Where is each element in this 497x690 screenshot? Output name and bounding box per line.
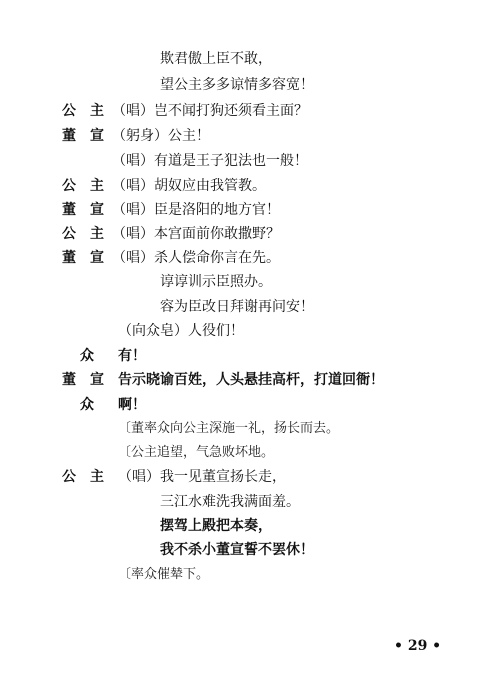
verse-line: 望公主多多谅情多容宽！ xyxy=(160,77,314,93)
verse-line: 谆谆训示臣照办。 xyxy=(160,274,272,290)
speaker-label: 董 宣 xyxy=(62,202,104,218)
stage-direction: 〔公主追望，气急败坏地。 xyxy=(118,445,275,460)
dialogue-line: （唱）胡奴应由我管教。 xyxy=(112,178,266,194)
speaker-label: 公 主 xyxy=(62,178,104,194)
verse-line: 容为臣改日拜谢再问安！ xyxy=(160,299,314,315)
speaker-label: 公 主 xyxy=(62,469,104,485)
dialogue-line: （向众皂）人役们！ xyxy=(118,323,244,339)
speaker-label: 董 宣 xyxy=(62,372,104,388)
dialogue-line: （唱）本宫面前你敢撒野？ xyxy=(112,226,280,242)
verse-line: 三江水难洗我满面羞。 xyxy=(160,494,300,510)
dialogue-line: （唱）有道是王子犯法也一般！ xyxy=(112,153,308,169)
dialogue-line: （唱）杀人偿命你言在先。 xyxy=(112,250,280,266)
verse-line: 我不杀小董宣誓不罢休！ xyxy=(160,542,314,558)
dialogue-line: 有！ xyxy=(118,348,146,364)
verse-line: 摆驾上殿把本奏， xyxy=(160,518,272,534)
stage-direction: 〔率众催辇下。 xyxy=(118,567,210,582)
dialogue-line: （躬身）公主！ xyxy=(112,128,210,144)
speaker-label: 公 主 xyxy=(62,103,104,119)
speaker-label: 众 xyxy=(80,397,94,413)
speaker-label: 董 宣 xyxy=(62,128,104,144)
dialogue-line: 啊！ xyxy=(118,397,146,413)
page-number: • 29 • xyxy=(394,638,442,654)
stage-direction: 〔董率众向公主深施一礼，扬长而去。 xyxy=(118,421,340,436)
dialogue-line: （唱）我一见董宣扬长走， xyxy=(118,469,286,485)
dialogue-line: （唱）岂不闻打狗还须看主面？ xyxy=(112,103,308,119)
verse-line: 欺君傲上臣不敢， xyxy=(160,51,272,67)
speaker-label: 董 宣 xyxy=(62,250,104,266)
dialogue-line: （唱）臣是洛阳的地方官！ xyxy=(112,202,280,218)
speaker-label: 公 主 xyxy=(62,226,104,242)
dialogue-line: 告示晓谕百姓，人头悬挂高杆，打道回衙！ xyxy=(118,372,384,388)
speaker-label: 众 xyxy=(80,348,94,364)
